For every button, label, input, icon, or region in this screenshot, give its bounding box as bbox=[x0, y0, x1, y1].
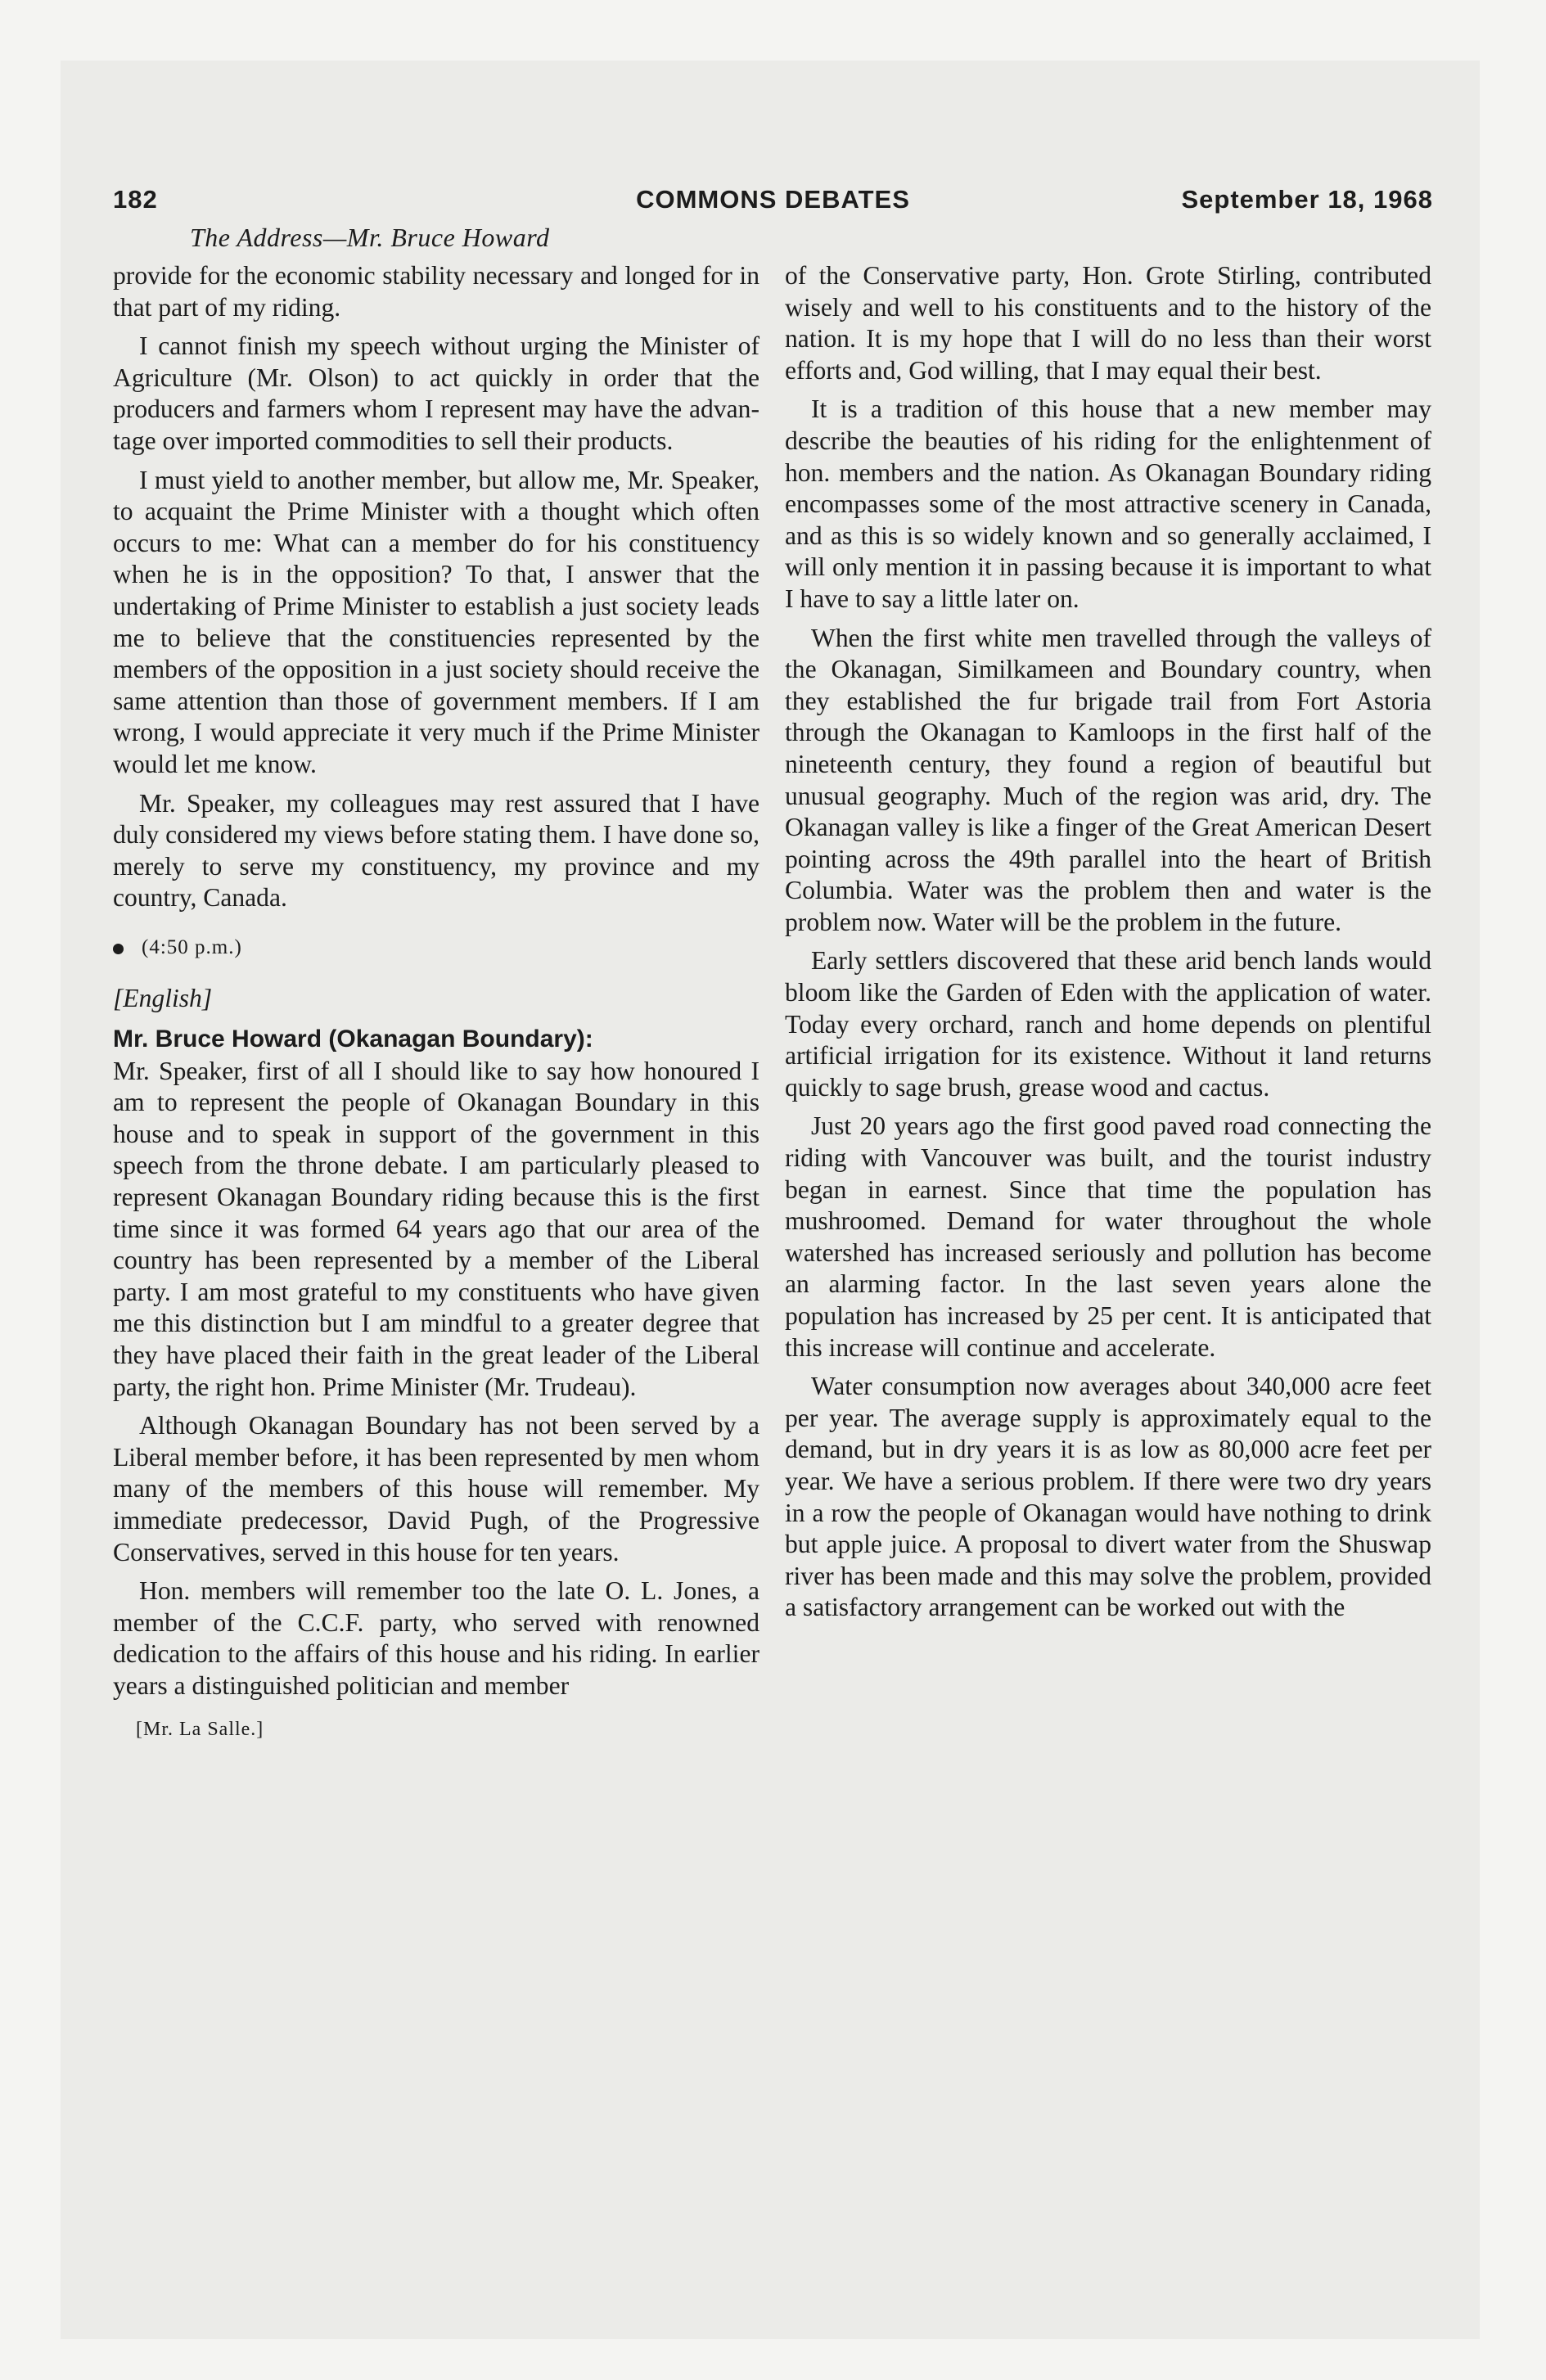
time-text: (4:50 p.m.) bbox=[142, 935, 242, 958]
bullet-icon bbox=[113, 944, 124, 954]
speaker-line bbox=[113, 1023, 759, 1056]
paragraph: Just 20 years ago the first good paved road connecting the riding with Vancouver was built, and the tourist industry began in earnest. Since that time the population has mushroomed. Demand for water throughout the whole watershed has increased seriously and pollution has become an alarming factor. In the last seven years alone the population has increased by 25 per cent. It is anticipated that this increase will continue and accelerate. bbox=[785, 1111, 1431, 1362]
footer-reference: [Mr. La Salle.] bbox=[136, 1718, 264, 1740]
paragraph: It is a tradition of this house that a new member may describe the beauties of his riding for the enlightenment of hon. members and the nation. As Okanagan Boundary riding encompasses some of the most attractive scenery in Canada, and as this is so widely known and so generally acclaimed, I will only mention it in passing because it is important to what I have to say a little later on. bbox=[785, 394, 1431, 613]
publication-date: September 18, 1968 bbox=[1181, 185, 1433, 214]
speaker-name: Mr. Bruce Howard (Okanagan Boundary): bbox=[113, 1025, 593, 1053]
paragraph: I cannot finish my speech without urging the Minister of Agriculture (Mr. Olson) to act quickly in order that the producers and farmers whom I represent may have the advantage over imported commodities to sell their products. bbox=[113, 331, 759, 455]
paragraph: Mr. Speaker, first of all I should like to say how honoured I am to represent the people of Okanagan Boundary in this house and to speak in support of the government in this speech from the throne debate. I am particularly pleased to represent Okanagan Boundary riding because this is the first time since it was formed 64 years ago that our area of the country has been represented by a member of the Liberal party. I am most grateful to my constituents who have given me this distinction but I am mindful to a greater degree that they have placed their faith in the great leader of the Liberal party, the right hon. Prime Minister (Mr. Trudeau). bbox=[113, 1056, 759, 1401]
time-stamp bbox=[113, 932, 759, 964]
publication-title: COMMONS DEBATES bbox=[636, 185, 910, 214]
paragraph: Early settlers discovered that these arid bench lands would bloom like the Garden of Eden with the application of water. Today every orchard, ranch and home depends on plentiful artificial irrigation for its existence. Without it land returns quickly to sage brush, grease wood and cactus. bbox=[785, 946, 1431, 1102]
language-tag: [English] bbox=[113, 984, 213, 1013]
paragraph: When the first white men travelled through the valleys of the Okanagan, Similkameen and Boundary country, when they established the fur brigade trail from Fort Astoria through the Okanagan to Kamloops in the first half of the nineteenth century, they found a region of beautiful but unusual geography. Much of the region was arid, dry. The Okanagan valley is like a finger of the Great American Desert pointing across the 49th parallel into the heart of British Columbia. Water was the problem then and water is the problem now. Water will be the problem in the future. bbox=[785, 623, 1431, 936]
page-number: 182 bbox=[113, 185, 158, 214]
paragraph: I must yield to another member, but allow me, Mr. Speaker, to acquaint the Prime Minister with a thought which often occurs to me: What can a member do for his constituency when he is in the opposition? To that, I answer that the undertaking of Prime Minister to establish a just society leads me to believe that the constituencies represented by the members of the opposition in a just society should receive the same attention than those of government members. If I am wrong, I would appreciate it very much if the Prime Minister would let me know. bbox=[113, 465, 759, 778]
paragraph: Water consumption now averages about 340,000 acre feet per year. The average supply is approximately equal to the demand, but in dry years it is as low as 80,000 acre feet per year. We have a serious problem. If there were two dry years in a row the people of Okanagan would have nothing to drink but apple juice. A proposal to divert water from the Shuswap river has been made and this may solve the problem, provided a satisfactory arrangement can be worked out with the bbox=[785, 1372, 1431, 1622]
running-head: The Address—Mr. Bruce Howard bbox=[190, 223, 550, 252]
paragraph: Although Okanagan Boundary has not been served by a Liberal member before, it has been represented by men whom many of the members of this house will remember. My immediate predecessor, David Pugh, of the Progressive Conservatives, served in this house for ten years. bbox=[113, 1411, 759, 1566]
paragraph: provide for the economic stability necessary and longed for in that part of my riding. bbox=[113, 261, 759, 322]
left-column bbox=[113, 260, 759, 1745]
paragraph: of the Conservative party, Hon. Grote Stirling, contributed wisely and well to his constituents and to the history of the nation. It is my hope that I will do no less than their worst efforts and, God willing, that I may equal their best. bbox=[785, 261, 1431, 385]
right-column bbox=[785, 260, 1431, 1631]
paragraph: Hon. members will remember too the late O. L. Jones, a member of the C.C.F. party, who served with renowned dedication to the affairs of this house and his riding. In earlier years a distinguished politician and member bbox=[113, 1576, 759, 1700]
paragraph: Mr. Speaker, my colleagues may rest assured that I have duly considered my views before stating them. I have done so, merely to serve my constituency, my province and my country, Canada. bbox=[113, 788, 759, 913]
